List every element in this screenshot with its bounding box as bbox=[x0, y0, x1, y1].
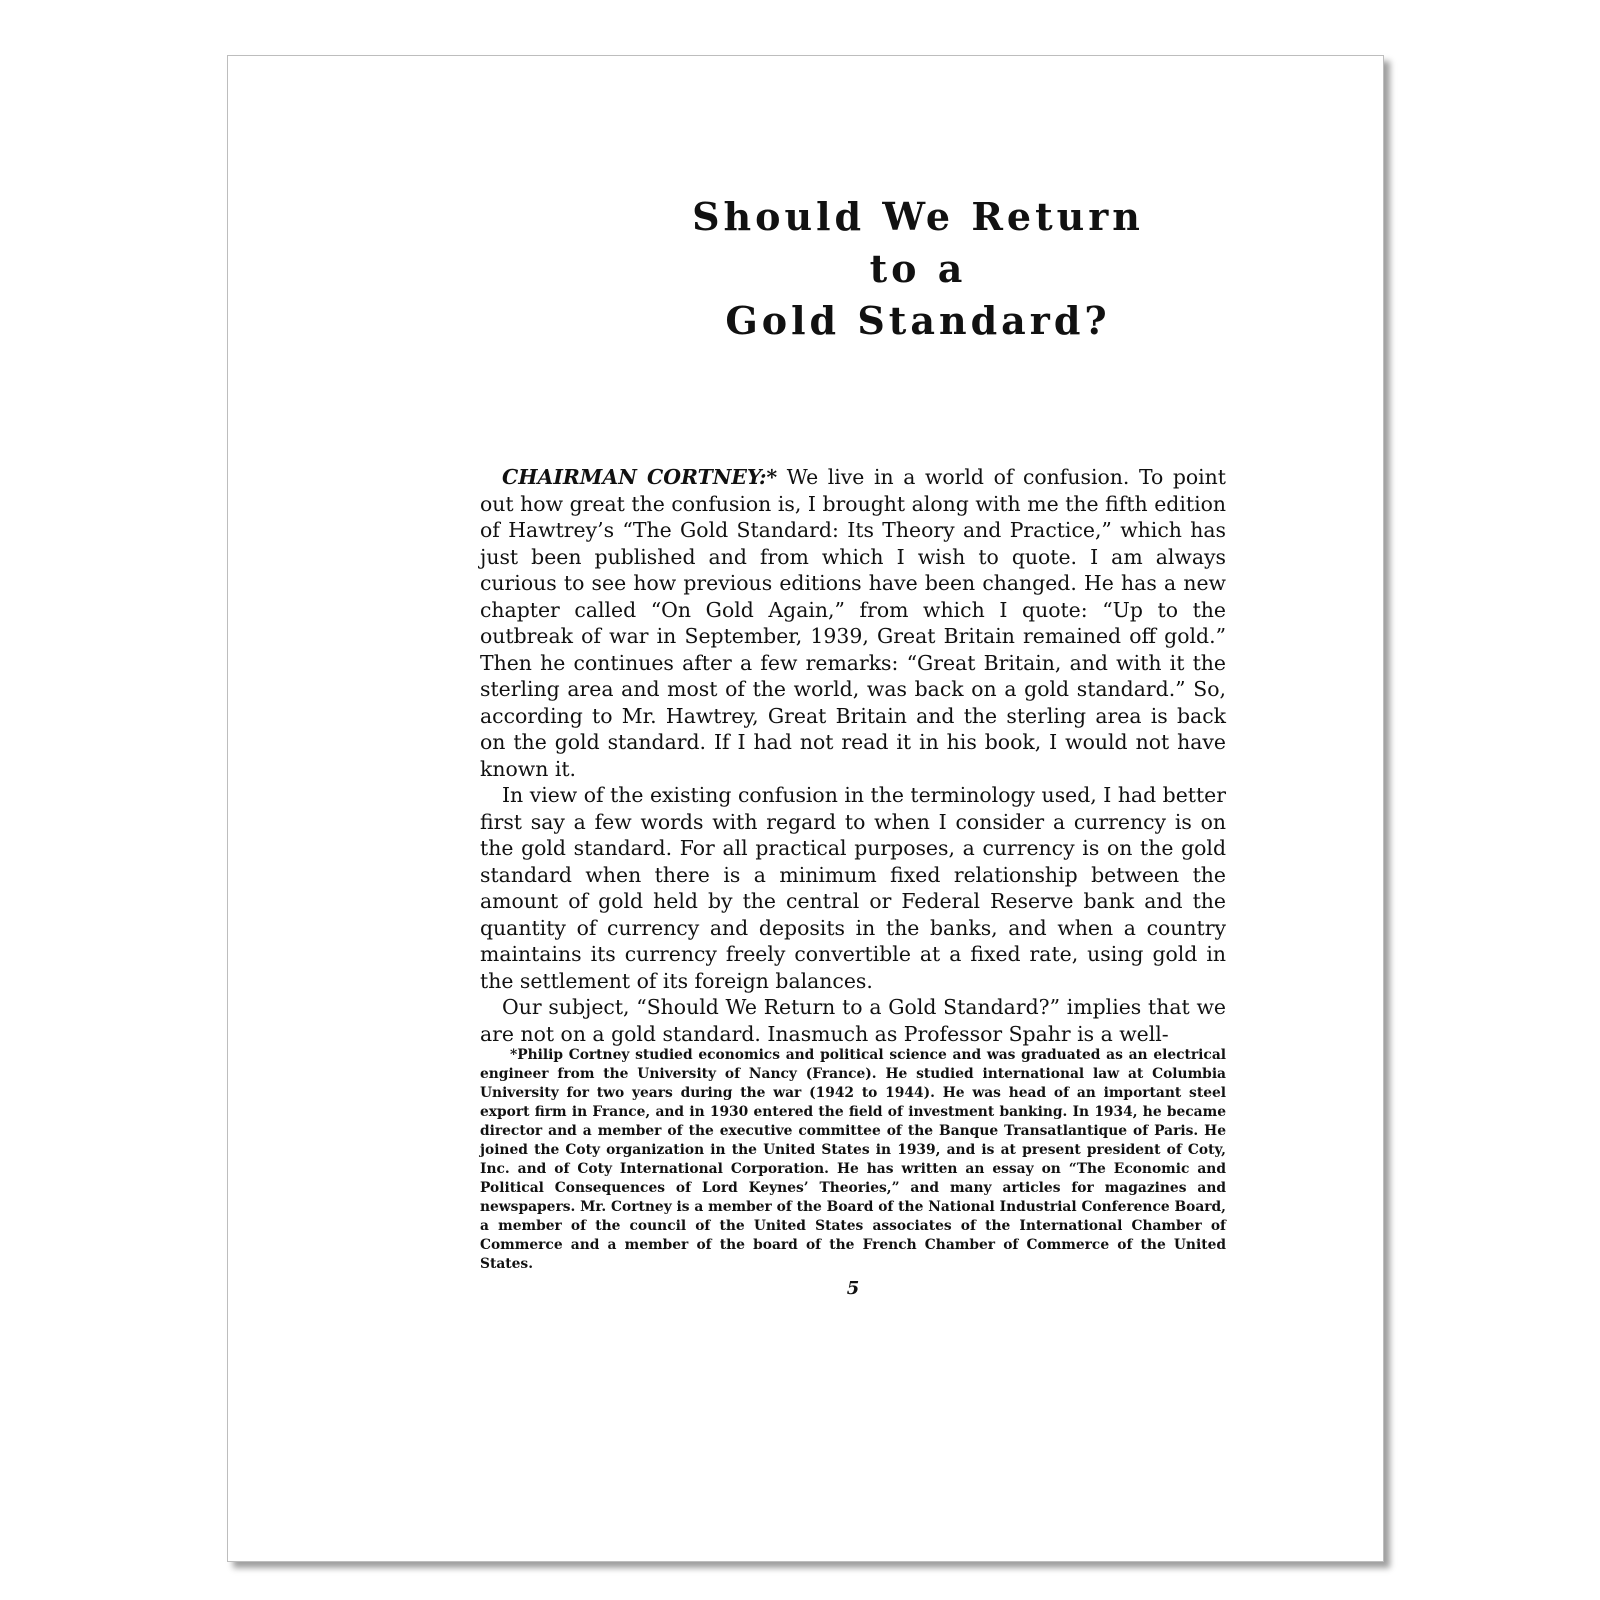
page-title bbox=[228, 191, 1383, 347]
title-line-2: to a bbox=[869, 246, 967, 291]
paragraph-1-text: We live in a world of confusion. To point out how great the confusion is, I brought along with me the fifth edition of Hawtrey’s “The Gold Standard: Its Theory and Practice,” which has just been published and from which I wish to quote. I am always curious to see how previous editions have been changed. He has a new chapter called “On Gold Again,” from which I quote: “Up to the outbreak of war in September, 1939, Great Britain remained off gold.” Then he continues after a few remarks: “Great Britain, and with it the sterling area and most of the world, was back on a gold standard.” So, according to Mr. Hawtrey, Great Britain and the sterling area is back on the gold standard. If I had not read it in his book, I would not have known it. bbox=[480, 465, 1227, 781]
body-text bbox=[480, 464, 1226, 1047]
page-number: 5 bbox=[846, 1278, 860, 1299]
document-page bbox=[227, 55, 1384, 1562]
paragraph-2: In view of the existing confusion in the terminology used, I had better first say a few words with regard to when I consider a currency is on the gold standard. For all practical purposes, a currency is on the gold standard when there is a minimum fixed relationship between the amount of gold held by the central or Federal Reserve bank and the quantity of currency and deposits in the banks, and when a country maintains its currency freely convertible at a fixed rate, using gold in the settlement of its foreign balances. bbox=[480, 783, 1226, 993]
paragraph-1 bbox=[480, 464, 1226, 782]
footnote: *Philip Cortney studied economics and political science and was graduated as an electrical engineer from the University of Nancy (France). He studied international law at Columbia University for two years during the war (1942 to 1944). He was head of an important steel export firm in France, and in 1930 entered the field of investment banking. In 1934, he became director and a member of the executive committee of the Banque Transatlantique of Paris. He joined the Coty organization in the United States in 1939, and is at present president of Coty, Inc. and of Coty International Corporation. He has written an essay on “The Economic and Political Consequences of Lord Keynes’ Theories,” and many articles for magazines and newspapers. Mr. Cortney is a member of the Board of the National Industrial Conference Board, a member of the council of the United States associates of the International Chamber of Commerce and a member of the board of the French Chamber of Commerce of the United States. bbox=[480, 1047, 1226, 1272]
speaker-label: CHAIRMAN CORTNEY:* bbox=[502, 465, 778, 489]
title-line-1: Should We Return bbox=[692, 194, 1144, 239]
title-line-3: Gold Standard? bbox=[725, 298, 1111, 343]
paragraph-3: Our subject, “Should We Return to a Gold Standard?” implies that we are not on a gold standard. Inasmuch as Professor Spahr is a well- bbox=[480, 995, 1226, 1046]
